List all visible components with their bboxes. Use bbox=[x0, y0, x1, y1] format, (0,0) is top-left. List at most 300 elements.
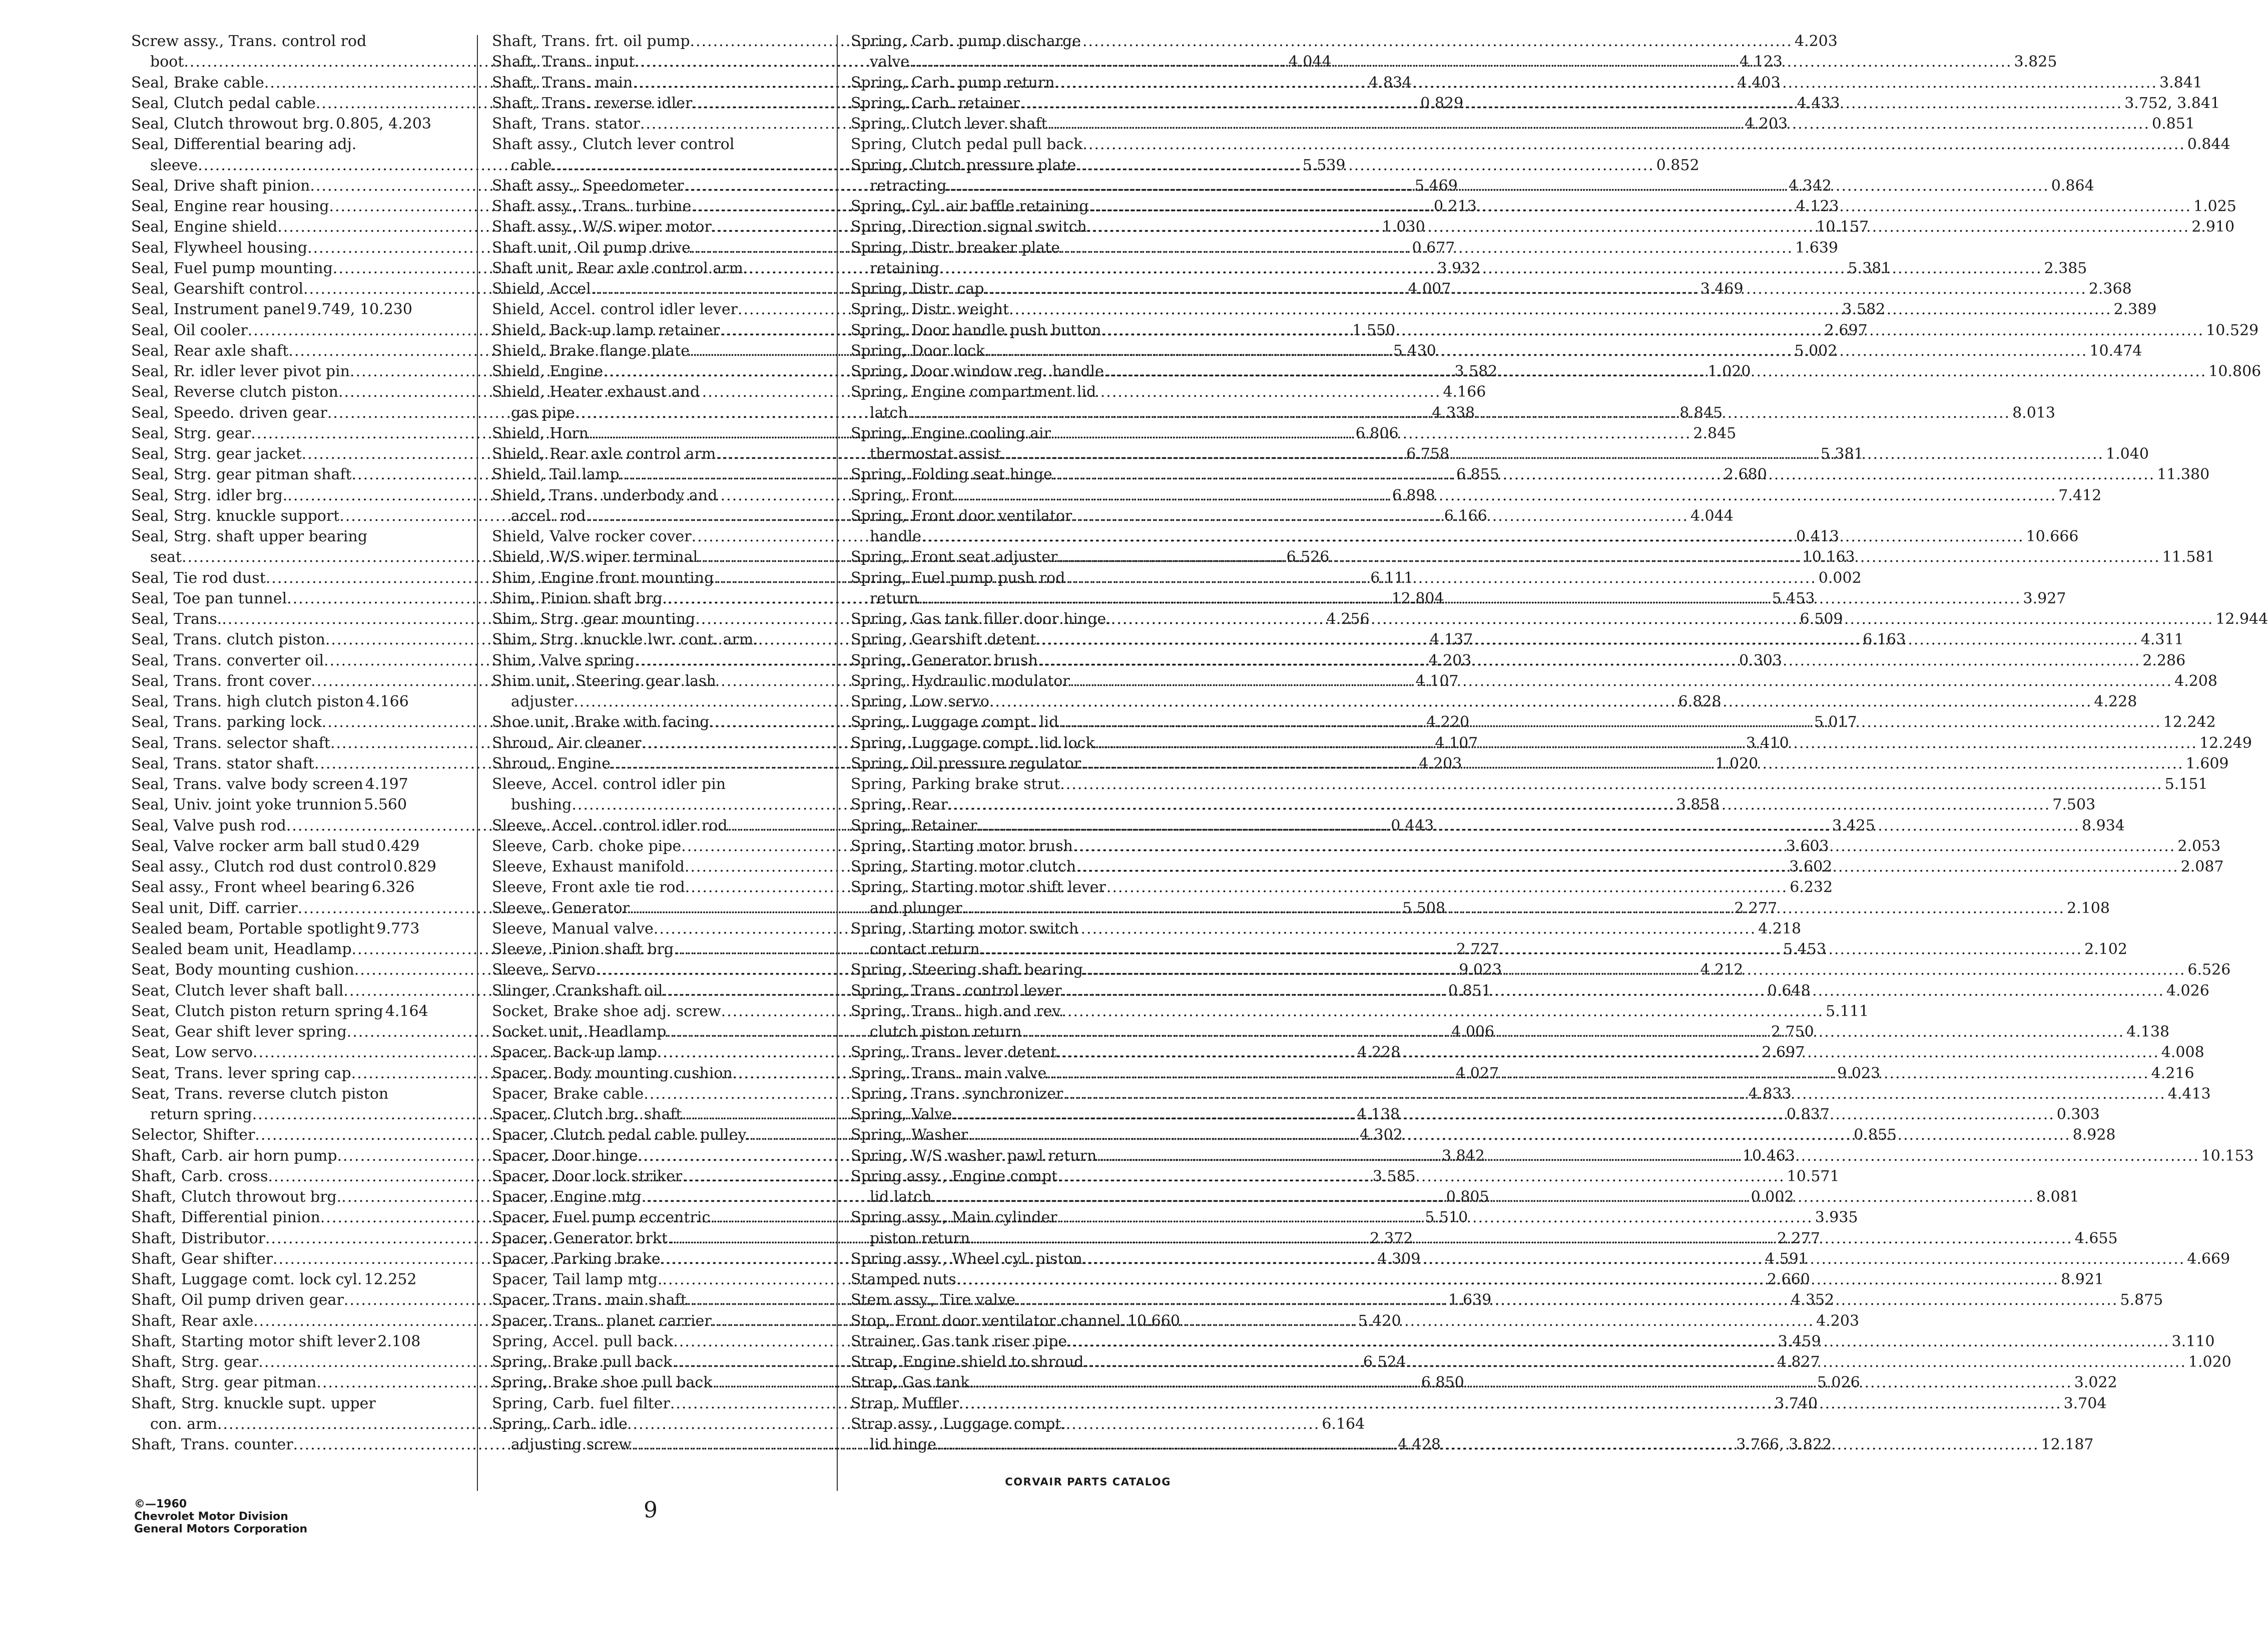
entry-page-ref: 4.338 bbox=[1432, 404, 1475, 422]
entry-page-ref: 5.111 bbox=[1826, 1002, 1869, 1020]
entry-page-ref: 2.108 bbox=[2067, 899, 2110, 917]
entry-page-ref: 4.203 bbox=[1419, 754, 1462, 772]
entry-label: Spring, Starting motor brush bbox=[851, 837, 1073, 855]
dot-leader bbox=[980, 939, 2082, 960]
entry-label: Spring, Washer bbox=[851, 1126, 968, 1144]
entry-label: Shim, Engine front mounting bbox=[492, 569, 714, 587]
copyright-corporation: General Motors Corporation bbox=[134, 1523, 308, 1535]
dot-leader bbox=[1055, 73, 2157, 93]
entry-label: Seal, Trans. parking lock bbox=[131, 713, 322, 731]
entry-label: adjuster bbox=[511, 693, 574, 710]
entry-page-ref: 6.166 bbox=[1444, 507, 1487, 525]
entry-label: Spacer, Door lock striker bbox=[492, 1167, 683, 1185]
entry-page-ref: 4.203 bbox=[1745, 115, 1788, 133]
catalog-title: CORVAIR PARTS CATALOG bbox=[1005, 1476, 1171, 1488]
dot-leader bbox=[959, 1393, 2061, 1414]
entry-label: Sleeve, Exhaust manifold bbox=[492, 858, 685, 876]
entry-label: Seal, Clutch throwout brg. bbox=[131, 115, 334, 133]
entry-page-ref: 4.166 bbox=[1443, 383, 1486, 401]
entry-label: Seal, Brake cable bbox=[131, 74, 264, 92]
entry-label: Strainer, Gas tank riser pipe bbox=[851, 1332, 1067, 1350]
index-entry bbox=[851, 919, 1171, 939]
entry-page-ref: 0.855 bbox=[1854, 1126, 1897, 1144]
entry-label: Shaft assy., Trans. turbine bbox=[492, 198, 692, 215]
entry-label: Spring, Gas tank filler door hinge. bbox=[851, 610, 1111, 628]
index-entry bbox=[851, 155, 1171, 176]
entry-page-ref: 6.828 bbox=[1678, 693, 1722, 710]
entry-page-ref: 0.677 bbox=[1412, 239, 1455, 257]
entry-label: Seal, Rr. idler lever pivot pin bbox=[131, 363, 350, 380]
index-entry bbox=[851, 506, 1171, 526]
entry-label: Seal, Tie rod dust bbox=[131, 569, 266, 587]
dot-leader bbox=[1038, 650, 2140, 671]
entry-label: Shaft, Strg. gear pitman bbox=[131, 1374, 317, 1392]
entry-label: Shield, Back-up lamp retainer bbox=[492, 321, 720, 339]
entry-page-ref: 4.123 bbox=[1739, 53, 1783, 71]
entry-label: Seal, Clutch pedal cable bbox=[131, 94, 316, 112]
entry-page-ref: 2.680 bbox=[1724, 466, 1767, 484]
index-entry bbox=[131, 114, 432, 134]
entry-page-ref: 3.825 bbox=[2014, 53, 2057, 71]
entry-page-ref: 0.851 bbox=[1448, 982, 1491, 1000]
index-entry bbox=[851, 382, 1171, 402]
entry-page-ref: 0.413 bbox=[1796, 528, 1839, 545]
entry-label: Seat, Low servo bbox=[131, 1044, 253, 1062]
entry-label: Seat, Trans. reverse clutch piston bbox=[131, 1085, 389, 1103]
dot-leader bbox=[946, 176, 2049, 196]
entry-label: Shield, Accel. control idler lever bbox=[492, 301, 738, 319]
entry-label: Seal, Strg. idler brg. bbox=[131, 486, 288, 504]
dot-leader bbox=[1081, 753, 2183, 774]
index-entry bbox=[492, 1414, 826, 1434]
entry-page-ref: 9.023 bbox=[1837, 1064, 1881, 1082]
entry-label: Shaft assy., Clutch lever control bbox=[492, 136, 735, 154]
entry-page-ref: 4.218 bbox=[1758, 920, 1802, 938]
entry-page-ref: 2.277 bbox=[1777, 1229, 1820, 1247]
entry-page-ref: 9.773 bbox=[376, 920, 420, 938]
entry-label: Shaft assy., W/S wiper motor bbox=[492, 218, 712, 236]
copyright-year: ©—1960 bbox=[134, 1498, 187, 1510]
entry-page-ref: 4.044 bbox=[1288, 53, 1332, 71]
dot-leader bbox=[1089, 196, 2191, 217]
entry-page-ref: 4.591 bbox=[1765, 1250, 1808, 1268]
entry-label: Shaft, Trans. input bbox=[492, 53, 635, 71]
entry-label: Spring, Fuel pump push rod bbox=[851, 569, 1065, 587]
entry-page-ref: 0.851 bbox=[2151, 115, 2195, 133]
entry-page-ref: 4.107 bbox=[1435, 734, 1478, 752]
entry-page-ref: 6.232 bbox=[1790, 879, 1833, 897]
entry-label: Sleeve, Carb. choke pipe bbox=[492, 837, 682, 855]
entry-page-ref: 4.203 bbox=[1428, 651, 1472, 669]
entry-label: Spring, Distr. cap bbox=[851, 280, 984, 298]
entry-label: Seal, Univ. joint yoke trunnion bbox=[131, 796, 362, 814]
entry-page-ref: 4.413 bbox=[2167, 1085, 2211, 1103]
entry-label: Seal, Trans. valve body screen bbox=[131, 775, 363, 793]
entry-label: Seal, Drive shaft pinion bbox=[131, 177, 310, 195]
entry-page-ref: 2.697 bbox=[1824, 321, 1868, 339]
dot-leader bbox=[1036, 629, 2138, 650]
entry-page-ref: 10.157 bbox=[1816, 218, 1869, 236]
dot-leader bbox=[1022, 1022, 2124, 1042]
entry-label: Spring, Door handle push button bbox=[851, 321, 1101, 339]
index-entry bbox=[131, 1001, 428, 1022]
entry-label: Seal, Strg. gear jacket bbox=[131, 445, 302, 463]
entry-label: Spacer, Trans. main shaft bbox=[492, 1291, 687, 1309]
entry-label: handle bbox=[870, 528, 922, 545]
dot-leader bbox=[1067, 1331, 2169, 1352]
entry-page-ref: 0.002 bbox=[1818, 569, 1862, 587]
entry-page-ref: 4.026 bbox=[2166, 982, 2209, 1000]
entry-page-ref: 0.303 bbox=[1739, 651, 1782, 669]
dot-leader bbox=[1020, 93, 2122, 114]
entry-label: Strap, Gas tank bbox=[851, 1374, 970, 1392]
entry-page-ref: 1.550 bbox=[1352, 321, 1396, 339]
entry-label: con. arm bbox=[150, 1415, 217, 1433]
entry-page-ref: 3.425 bbox=[1832, 816, 1875, 835]
entry-label: Seal, Differential bearing adj. bbox=[131, 136, 357, 154]
dot-leader bbox=[1001, 444, 2104, 464]
entry-page-ref: 0.648 bbox=[1767, 982, 1811, 1000]
entry-page-ref: 8.934 bbox=[2082, 816, 2125, 835]
entry-label: Shield, Valve rocker cover bbox=[492, 528, 692, 545]
entry-label: Spacer, Trans. planet carrier bbox=[492, 1312, 712, 1330]
dot-leader bbox=[1083, 960, 2185, 980]
entry-page-ref: 9.749, 10.230 bbox=[307, 301, 412, 319]
dot-leader bbox=[970, 1228, 2072, 1249]
entry-label: Seal, Trans. selector shaft bbox=[131, 734, 330, 752]
copyright-notice bbox=[134, 1498, 307, 1535]
entry-label: Spacer, Engine mtg. bbox=[492, 1188, 647, 1206]
entry-label: Seal, Speedo. driven gear bbox=[131, 404, 327, 422]
entry-label: Spring, Gearshift detent bbox=[851, 631, 1036, 649]
entry-label: Shield, W/S wiper terminal bbox=[492, 548, 698, 566]
entry-label: Spacer, Body mounting cushion bbox=[492, 1064, 733, 1082]
index-entry bbox=[131, 794, 407, 815]
entry-page-ref: 8.845 bbox=[1679, 404, 1723, 422]
dot-leader bbox=[921, 526, 2024, 547]
dot-leader bbox=[932, 1187, 2034, 1207]
entry-page-ref: 10.474 bbox=[2089, 342, 2142, 360]
entry-page-ref: 12.252 bbox=[364, 1271, 417, 1288]
entry-label: Spacer, Generator brkt. bbox=[492, 1229, 673, 1247]
entry-label: Spring, Trans. lever detent bbox=[851, 1044, 1057, 1062]
entry-page-ref: 4.403 bbox=[1737, 74, 1781, 92]
entry-label: Spring, Brake shoe pull back bbox=[492, 1374, 713, 1392]
entry-label: Spring, Luggage compt. lid bbox=[851, 713, 1059, 731]
entry-label: Seal unit, Diff. carrier bbox=[131, 899, 298, 917]
entry-page-ref: 0.805 bbox=[1446, 1188, 1489, 1206]
index-entry bbox=[851, 568, 1171, 588]
entry-label: Seal, Trans. bbox=[131, 610, 222, 628]
entry-page-ref: 3.459 bbox=[1778, 1332, 1821, 1350]
entry-label: contact return bbox=[870, 941, 980, 958]
entry-label: Seal assy., Front wheel bearing bbox=[131, 879, 370, 897]
entry-label: Shaft, Strg. gear bbox=[131, 1353, 259, 1371]
dot-leader bbox=[956, 1269, 2059, 1290]
entry-page-ref: 4.006 bbox=[1451, 1023, 1495, 1041]
entry-label: Spring, Carb. idle bbox=[492, 1415, 628, 1433]
entry-page-ref: 2.372 bbox=[1370, 1229, 1413, 1247]
entry-label: Shaft, Starting motor shift lever bbox=[131, 1332, 376, 1350]
entry-label: Spring, Carb. retainer bbox=[851, 94, 1020, 112]
entry-page-ref: 5.026 bbox=[1817, 1374, 1860, 1392]
entry-page-ref: 6.164 bbox=[1322, 1415, 1365, 1433]
index-entry bbox=[851, 1414, 1171, 1434]
entry-label: Seal, Oil cooler bbox=[131, 321, 248, 339]
entry-page-ref: 6.850 bbox=[1421, 1374, 1464, 1392]
entry-page-ref: 8.921 bbox=[2061, 1271, 2104, 1288]
entry-label: retracting bbox=[870, 177, 947, 195]
entry-page-ref: 0.429 bbox=[376, 837, 420, 855]
entry-page-ref: 12.804 bbox=[1391, 589, 1444, 607]
entry-page-ref: 3.585 bbox=[1372, 1167, 1416, 1185]
entry-label: Spring, Door lock bbox=[851, 342, 985, 360]
index-entry bbox=[131, 1084, 401, 1104]
entry-label: Shaft, Trans. main bbox=[492, 74, 633, 92]
index-entry bbox=[851, 423, 1171, 444]
entry-label: bushing bbox=[511, 796, 572, 814]
index-entry bbox=[851, 774, 2208, 794]
dot-leader bbox=[1070, 671, 2172, 691]
entry-label: Shaft unit, Oil pump drive bbox=[492, 239, 691, 257]
entry-label: Spring assy., Main cylinder bbox=[851, 1209, 1057, 1227]
entry-page-ref: 1.020 bbox=[2188, 1353, 2231, 1371]
entry-label: Shaft, Luggage comt. lock cyl. bbox=[131, 1271, 362, 1288]
entry-page-ref: 4.655 bbox=[2074, 1229, 2118, 1247]
entry-label: seat bbox=[150, 548, 182, 566]
entry-page-ref: 3.582 bbox=[1842, 301, 1886, 319]
entry-label: Seal, Valve rocker arm ball stud bbox=[131, 837, 375, 855]
entry-label: Sleeve, Servo bbox=[492, 961, 596, 979]
entry-page-ref: 1.639 bbox=[1795, 239, 1838, 257]
entry-page-ref: 3.858 bbox=[1676, 796, 1720, 814]
dot-leader bbox=[1009, 299, 2111, 320]
entry-label: Spring, Engine cooling air bbox=[851, 424, 1051, 442]
entry-page-ref: 11.581 bbox=[2162, 548, 2215, 566]
entry-label: Spring assy., Wheel cyl. piston bbox=[851, 1250, 1082, 1268]
entry-page-ref: 5.453 bbox=[1772, 589, 1815, 607]
entry-label: Shim, Strg. knuckle lwr. cont. arm. bbox=[492, 631, 758, 649]
entry-label: Spring, Luggage compt. lid lock bbox=[851, 734, 1095, 752]
entry-page-ref: 3.752, 3.841 bbox=[2124, 94, 2220, 112]
dot-leader bbox=[939, 258, 2042, 279]
column-divider bbox=[477, 35, 478, 1491]
entry-page-ref: 5.430 bbox=[1393, 342, 1436, 360]
dot-leader bbox=[984, 279, 2086, 299]
dot-leader bbox=[1056, 1042, 2159, 1063]
entry-label: Shim, Strg. gear mounting bbox=[492, 610, 696, 628]
dot-leader bbox=[952, 1104, 2054, 1125]
entry-page-ref: 2.660 bbox=[1767, 1271, 1810, 1288]
index-entry bbox=[492, 382, 826, 402]
entry-label: valve bbox=[870, 53, 910, 71]
entry-label: Sleeve, Manual valve bbox=[492, 920, 654, 938]
entry-label: Shaft, Carb. air horn pump bbox=[131, 1147, 337, 1165]
entry-label: return spring bbox=[150, 1106, 252, 1123]
entry-page-ref: 2.845 bbox=[1693, 424, 1737, 442]
entry-label: Spring, Trans. control lever bbox=[851, 982, 1062, 1000]
entry-label: Selector, Shifter bbox=[131, 1126, 255, 1144]
dot-leader bbox=[1096, 1146, 2199, 1166]
entry-page-ref: 6.326 bbox=[371, 879, 415, 897]
entry-label: Seat, Body mounting cushion bbox=[131, 961, 354, 979]
entry-label: Shroud, Engine bbox=[492, 754, 611, 772]
dot-leader bbox=[1058, 712, 2161, 732]
dot-leader bbox=[1052, 464, 2155, 485]
entry-page-ref: 6.758 bbox=[1406, 445, 1450, 463]
entry-page-ref: 12.249 bbox=[2199, 734, 2252, 752]
entry-label: Spring, Parking brake strut bbox=[851, 775, 1060, 793]
dot-leader bbox=[936, 1434, 2039, 1455]
entry-page-ref: 0.864 bbox=[2051, 177, 2094, 195]
entry-label: Seal, Instrument panel bbox=[131, 301, 306, 319]
entry-page-ref: 6.509 bbox=[1800, 610, 1843, 628]
entry-page-ref: 3.410 bbox=[1746, 734, 1789, 752]
entry-page-ref: 1.025 bbox=[2193, 198, 2236, 215]
entry-label: Seal, Strg. gear pitman shaft bbox=[131, 466, 352, 484]
entry-label: Socket, Brake shoe adj. screw bbox=[492, 1002, 721, 1020]
index-entry bbox=[851, 1207, 1171, 1228]
entry-page-ref: 1.639 bbox=[1448, 1291, 1492, 1309]
entry-page-ref: 2.286 bbox=[2142, 651, 2186, 669]
entry-label: Seal, Gearshift control bbox=[131, 280, 304, 298]
entry-page-ref: 5.539 bbox=[1302, 156, 1346, 174]
entry-label: Shaft, Strg. knuckle supt. upper bbox=[131, 1394, 376, 1412]
entry-page-ref: 4.827 bbox=[1777, 1353, 1820, 1371]
dot-leader bbox=[1082, 134, 2185, 155]
entry-label: Spring, Low servo bbox=[851, 693, 989, 710]
entry-page-ref: 4.311 bbox=[2140, 631, 2184, 649]
entry-page-ref: 3.603 bbox=[1786, 837, 1829, 855]
dot-leader bbox=[954, 485, 2056, 506]
entry-label: Sleeve, Pinion shaft brg. bbox=[492, 941, 679, 958]
entry-label: Shaft, Carb. cross bbox=[131, 1167, 268, 1185]
entry-label: cable bbox=[511, 156, 552, 174]
entry-label: sleeve bbox=[150, 156, 198, 174]
entry-page-ref: 4.669 bbox=[2187, 1250, 2230, 1268]
entry-label: Spring, Brake pull back bbox=[492, 1353, 673, 1371]
entry-page-ref: 0.002 bbox=[1751, 1188, 1794, 1206]
entry-page-ref: 5.875 bbox=[2120, 1291, 2163, 1309]
index-entry bbox=[851, 877, 1171, 898]
entry-page-ref: 7.503 bbox=[2052, 796, 2096, 814]
entry-page-ref: 12.242 bbox=[2163, 713, 2216, 731]
entry-page-ref: 0.805, 4.203 bbox=[336, 115, 432, 133]
entry-label: Stamped nuts bbox=[851, 1271, 956, 1288]
entry-page-ref: 3.602 bbox=[1789, 858, 1833, 876]
entry-page-ref: 6.524 bbox=[1363, 1353, 1406, 1371]
entry-label: Stem assy., Tire valve bbox=[851, 1291, 1015, 1309]
entry-label: Shaft, Trans. stator bbox=[492, 115, 640, 133]
entry-label: Seal, Engine rear housing bbox=[131, 198, 329, 215]
entry-label: Spring, Accel. pull back bbox=[492, 1332, 674, 1350]
dot-leader bbox=[1111, 609, 2213, 629]
entry-label: Shaft, Gear shifter bbox=[131, 1250, 273, 1268]
entry-page-ref: 3.740 bbox=[1775, 1394, 1818, 1412]
entry-page-ref: 6.526 bbox=[1286, 548, 1330, 566]
entry-page-ref: 4.007 bbox=[1408, 280, 1451, 298]
entry-page-ref: 8.081 bbox=[2036, 1188, 2079, 1206]
copyright-division: Chevrolet Motor Division bbox=[134, 1510, 288, 1523]
index-entry bbox=[492, 671, 826, 691]
entry-page-ref: 6.855 bbox=[1456, 466, 1499, 484]
column-divider bbox=[837, 35, 838, 1491]
entry-label: Sleeve, Generator bbox=[492, 899, 630, 917]
entry-label: Spring, Oil pressure regulator bbox=[851, 754, 1081, 772]
entry-label: Shield, Tail lamp bbox=[492, 466, 620, 484]
dot-leader bbox=[1047, 114, 2150, 134]
entry-label: Spring, Hydraulic modulator bbox=[851, 672, 1070, 690]
entry-page-ref: 2.389 bbox=[2113, 301, 2157, 319]
entry-label: latch bbox=[870, 404, 908, 422]
entry-page-ref: 5.151 bbox=[2164, 775, 2208, 793]
entry-label: Seal, Strg. gear bbox=[131, 424, 251, 442]
entry-page-ref: 6.163 bbox=[1863, 631, 1906, 649]
entry-page-ref: 6.526 bbox=[2187, 961, 2231, 979]
entry-page-ref: 9.023 bbox=[1459, 961, 1502, 979]
dot-leader bbox=[1083, 1352, 2186, 1372]
entry-label: Seal, Toe pan tunnel bbox=[131, 589, 287, 607]
entry-label: Shield, Brake flange plate bbox=[492, 342, 690, 360]
index-entry bbox=[492, 485, 826, 506]
entry-page-ref: 4.208 bbox=[2174, 672, 2217, 690]
entry-page-ref: 2.087 bbox=[2180, 858, 2224, 876]
entry-page-ref: 4.138 bbox=[1357, 1106, 1400, 1123]
entry-label: Spring assy., Engine compt. bbox=[851, 1167, 1062, 1185]
entry-label: Spring, Distr. weight bbox=[851, 301, 1009, 319]
entry-page-ref: 3.022 bbox=[2074, 1374, 2117, 1392]
entry-label: Spring, Steering shaft bearing bbox=[851, 961, 1083, 979]
entry-label: Spring, Direction signal switch bbox=[851, 218, 1087, 236]
entry-label: Shield, Engine bbox=[492, 363, 604, 380]
entry-label: Spring, Retainer bbox=[851, 816, 977, 835]
entry-label: Sleeve, Front axle tie rod bbox=[492, 879, 685, 897]
entry-label: Spring, Trans. main valve bbox=[851, 1064, 1047, 1082]
dot-leader bbox=[908, 403, 2010, 423]
index-entry bbox=[131, 31, 401, 52]
entry-label: Spring, Clutch pedal pull back bbox=[851, 136, 1083, 154]
entry-label: Shaft, Oil pump driven gear bbox=[131, 1291, 344, 1309]
entry-label: Spacer, Clutch pedal cable pulley. bbox=[492, 1126, 749, 1144]
index-entry bbox=[131, 836, 420, 857]
entry-label: return bbox=[870, 589, 919, 607]
entry-label: Shaft, Trans. counter bbox=[131, 1436, 293, 1453]
index-entry bbox=[851, 1311, 1180, 1331]
entry-label: Spring, Folding seat hinge bbox=[851, 466, 1052, 484]
entry-page-ref: 6.806 bbox=[1355, 424, 1399, 442]
index-entry bbox=[131, 134, 401, 155]
entry-page-ref: 0.829 bbox=[1420, 94, 1464, 112]
entry-page-ref: 3.927 bbox=[2023, 589, 2066, 607]
entry-page-ref: 6.111 bbox=[1370, 569, 1414, 587]
entry-label: Spacer, Fuel pump eccentric bbox=[492, 1209, 711, 1227]
entry-page-ref: 3.932 bbox=[1437, 259, 1481, 277]
entry-label: Spring, Carb. fuel filter bbox=[492, 1394, 670, 1412]
entry-label: Shield, Horn bbox=[492, 424, 589, 442]
index-entry bbox=[131, 691, 409, 712]
entry-label: Seal, Engine shield bbox=[131, 218, 278, 236]
dot-leader bbox=[1046, 1063, 2149, 1084]
entry-label: lid latch bbox=[870, 1188, 932, 1206]
entry-page-ref: 2.108 bbox=[377, 1332, 421, 1350]
entry-page-ref: 8.928 bbox=[2072, 1126, 2116, 1144]
entry-label: gas pipe bbox=[511, 404, 575, 422]
entry-page-ref: 5.560 bbox=[364, 796, 407, 814]
index-entry bbox=[131, 1331, 421, 1352]
entry-label: Seat, Clutch piston return spring bbox=[131, 1002, 383, 1020]
entry-page-ref: 3.935 bbox=[1815, 1209, 1858, 1227]
entry-label: Sealed beam, Portable spotlight bbox=[131, 920, 375, 938]
